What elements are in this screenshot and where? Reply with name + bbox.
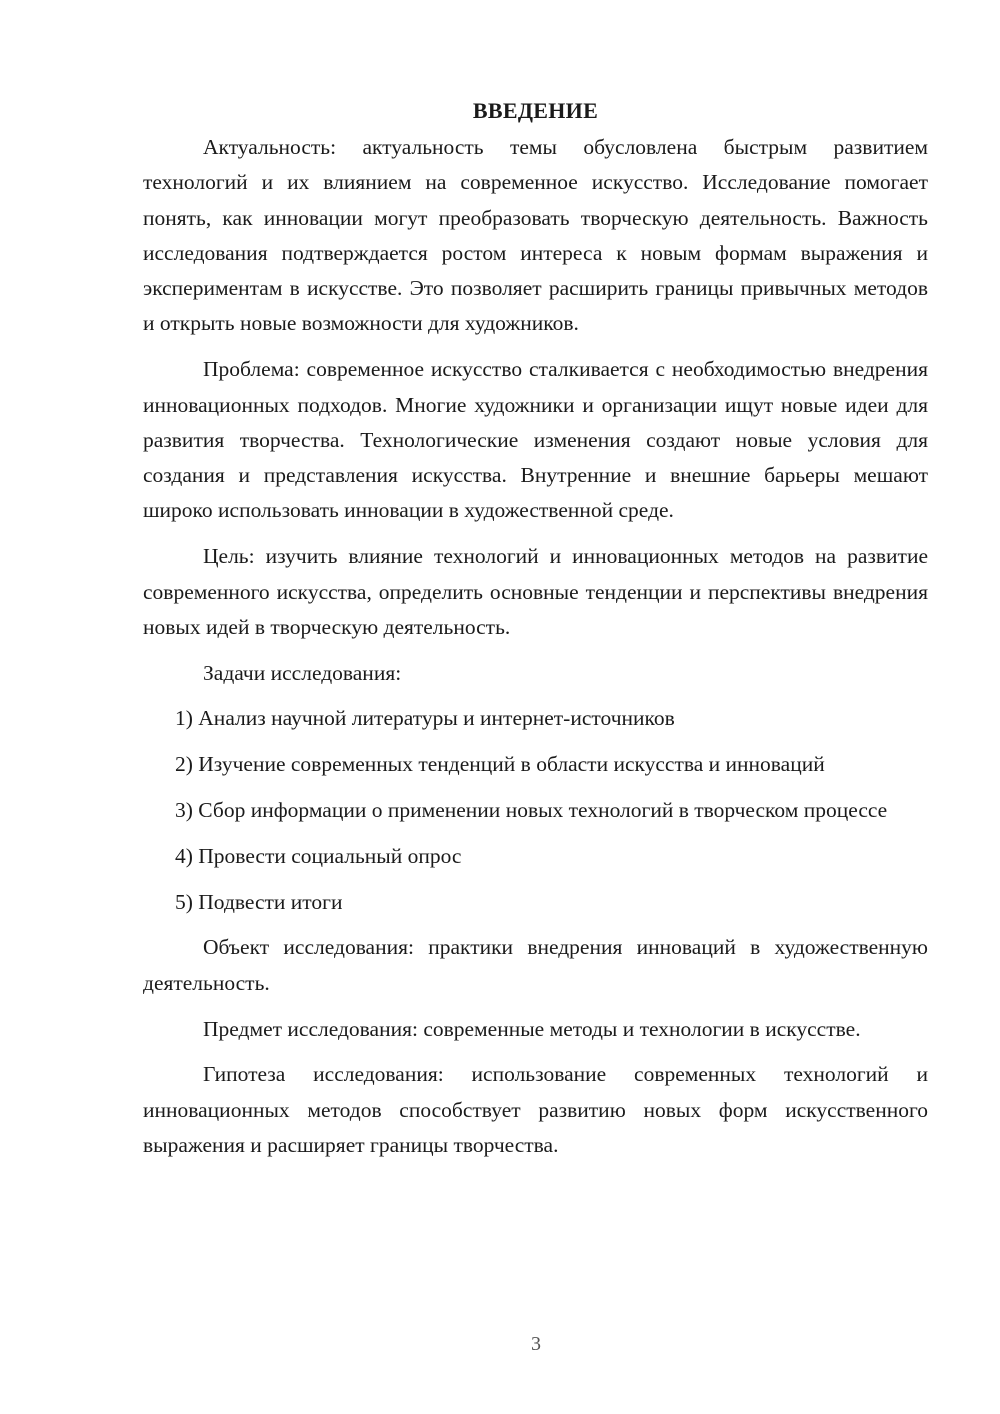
tasks-heading: Задачи исследования: [203,660,402,685]
page-title: ВВЕДЕНИЕ [472,98,599,123]
page-number: 3 [531,1333,541,1355]
task-item: 5) Подвести итоги [175,889,343,914]
relevance-paragraph: Актуальность: актуальность темы обусловлена быстрым развитием технологий и их влиянием на современное искусство. Исследование помогает понять, как инновации могут преобразовать творческую деятельность. Важность исследования подтверждается ростом интереса к новым формам выражения и экспериментам в искусстве. Это позволяет расширить границы привычных методов и открыть новые возможности для художников. [143,135,928,336]
task-item: 3) Сбор информации о применении новых технологий в творческом процессе [175,798,888,823]
problem-paragraph: Проблема: современное искусство сталкивается с необходимостью внедрения инновационных подходов. Многие художники и организации ищут новые идеи для развития творчества. Технологические изменения создают новые условия для создания и представления искусства. Внутренние и внешние барьеры мешают широко использовать инновации в художественной среде. [143,357,928,523]
task-item: 1) Анализ научной литературы и интернет-источников [175,706,675,731]
task-item: 2) Изучение современных тенденций в области искусства и инноваций [175,752,825,777]
document-page [143,92,928,1174]
goal-paragraph: Цель: изучить влияние технологий и инновационных методов на развитие современного искусства, определить основные тенденции и перспективы внедрения новых идей в творческую деятельность. [143,544,928,639]
task-item: 4) Провести социальный опрос [175,843,462,868]
hypothesis-paragraph: Гипотеза исследования: использование современных технологий и инновационных методов способствует развитию новых форм искусственного выражения и расширяет границы творчества. [143,1062,928,1157]
object-paragraph: Объект исследования: практики внедрения инноваций в художественную деятельность. [143,935,928,995]
subject-paragraph: Предмет исследования: современные методы и технологии в искусстве. [203,1016,861,1041]
